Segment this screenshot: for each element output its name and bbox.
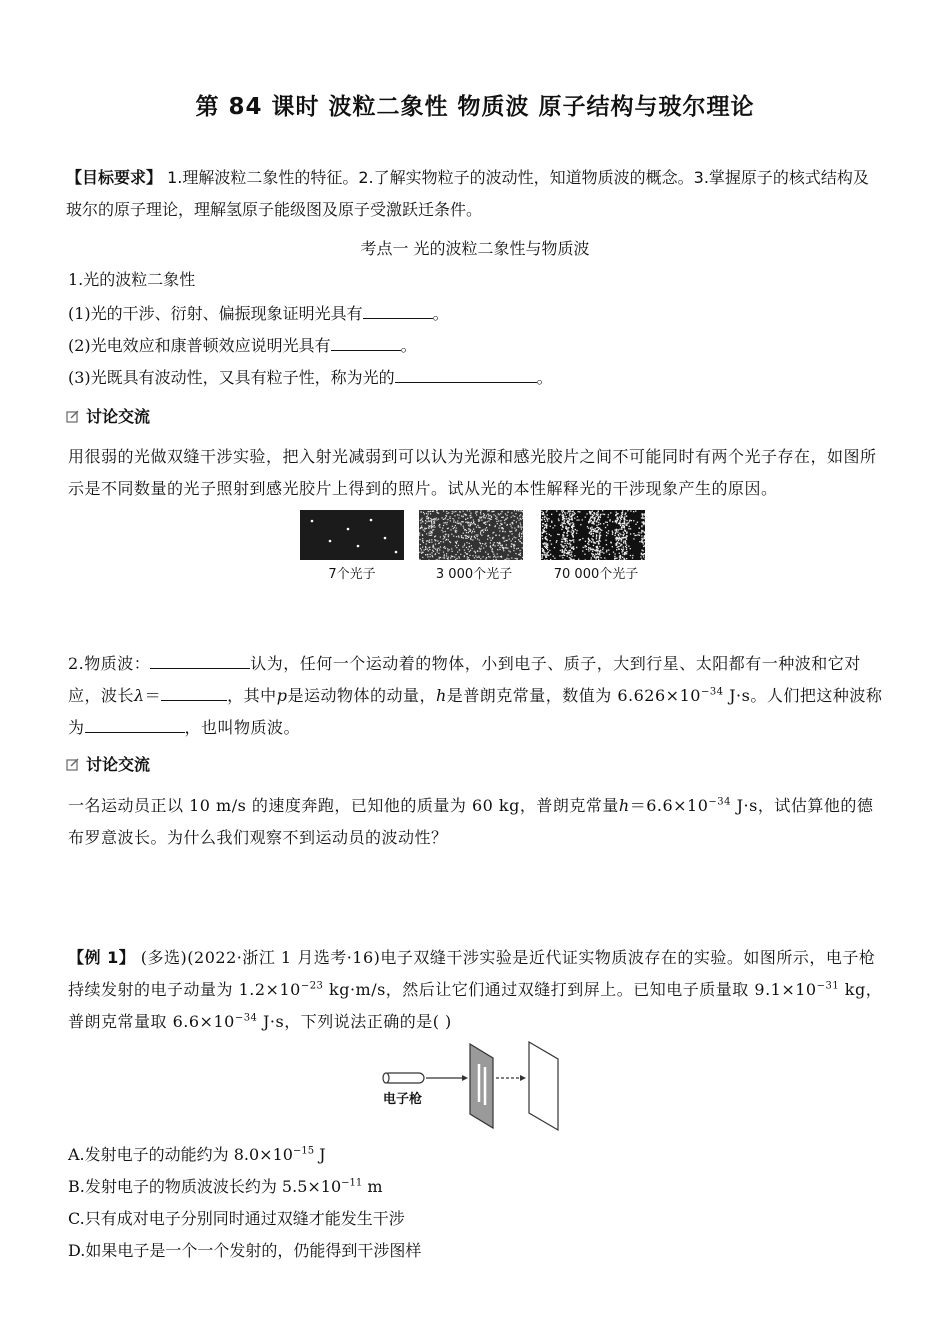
photo-3000-photons (419, 510, 523, 560)
page-title: 第 84 课时 波粒二象性 物质波 原子结构与玻尔理论 (195, 94, 755, 120)
wave-particle-heading: 1.光的波粒二象性 (68, 270, 196, 289)
example-label: 【例 1】 (68, 948, 136, 967)
discussion-2-text: 一名运动员正以 10 m/s 的速度奔跑，已知他的质量为 60 kg，普朗克常量$h=6.6\times 10^{-34}$ J·s，试估算他的德布罗意波长。为什么我们观察不到运动员的波动性？ (68, 796, 874, 847)
answer-blank[interactable] (85, 714, 185, 733)
discussion-1-text: 用很弱的光做双缝干涉实验，把入射光减弱到可以认为光源和感光胶片之间不可能同时有两个光子存在，如图所示是不同数量的光子照射到感光胶片上得到的照片。试从光的本性解释光的干涉现象产生的原因。 (68, 447, 877, 498)
goal-label: 【目标要求】 (66, 168, 163, 187)
screen (529, 1042, 558, 1130)
photon-noise (419, 510, 523, 560)
answer-blank[interactable] (363, 300, 433, 319)
photo-70000-photons (541, 510, 645, 560)
double-slit-diagram (378, 1040, 568, 1132)
photo-7-photons (300, 510, 404, 560)
wave-particle-item-1: (1)光的干涉、衍射、偏振现象证明光具有 。 (68, 300, 449, 326)
photo-caption: 70 000个光子 (553, 567, 639, 582)
matter-wave-paragraph: 2.物质波： 认为，任何一个运动着的物体，小到电子、质子，大到行星、太阳都有一种波和它对应，波长λ＝ ，其中p是运动物体的动量，h是普朗克常量，数值为 $6.626\times 10^{-34}$ J·s。人们把这种波称为 ，也叫物质波。 (68, 648, 883, 744)
example-1-stem: 【例 1】 (多选)(2022·浙江 1 月选考·16)电子双缝干涉实验是近代证实物质波存在的实验。如图所示，电子枪持续发射的电子动量为 $1.2\times 10^{-23}$ kg·m/s，然后让它们通过双缝打到屏上。已知电子质量取 $9.1\times 10^{-31}$ kg，普朗克常量取 $6.6\times 10^{-34}$ J·s，下列说法正确的是( ) (68, 948, 883, 1031)
photo-caption: 3 000个光子 (435, 567, 513, 582)
edit-icon (66, 757, 80, 771)
discussion-heading-1: 讨论交流 (66, 404, 150, 427)
electron-gun (384, 1073, 424, 1083)
answer-blank[interactable] (150, 650, 250, 669)
option-d[interactable]: D.如果电子是一个一个发射的，仍能得到干涉图样 (68, 1241, 422, 1260)
discussion-heading-2: 讨论交流 (66, 752, 150, 775)
wave-particle-item-3: (3)光既具有波动性，又具有粒子性，称为光的 。 (68, 364, 553, 390)
photon-dots (300, 510, 404, 560)
double-slit-plate (470, 1044, 493, 1128)
answer-blank[interactable] (331, 332, 401, 351)
edit-icon (66, 409, 80, 423)
wave-particle-item-2: (2)光电效应和康普顿效应说明光具有 。 (68, 332, 417, 358)
electron-gun-label: 电子枪 (383, 1092, 423, 1107)
photo-caption: 7个光子 (328, 567, 376, 582)
learning-goals (66, 162, 881, 226)
interference-fringes (541, 510, 645, 560)
option-b[interactable]: B.发射电子的物质波波长约为 $5.5\times 10^{-11}$ m (68, 1177, 383, 1196)
goal-text: 1.理解波粒二象性的特征。2.了解实物粒子的波动性，知道物质波的概念。3.掌握原子的核式结构及玻尔的原子理论，理解氢原子能级图及原子受激跃迁条件。 (66, 168, 869, 219)
answer-blank[interactable] (161, 682, 227, 701)
option-a[interactable]: A.发射电子的动能约为 $8.0\times 10^{-15}$ J (68, 1145, 326, 1164)
answer-blank[interactable] (395, 364, 537, 383)
option-c[interactable]: C.只有成对电子分别同时通过双缝才能发生干涉 (68, 1209, 405, 1228)
section-title: 考点一 光的波粒二象性与物质波 (360, 239, 590, 258)
